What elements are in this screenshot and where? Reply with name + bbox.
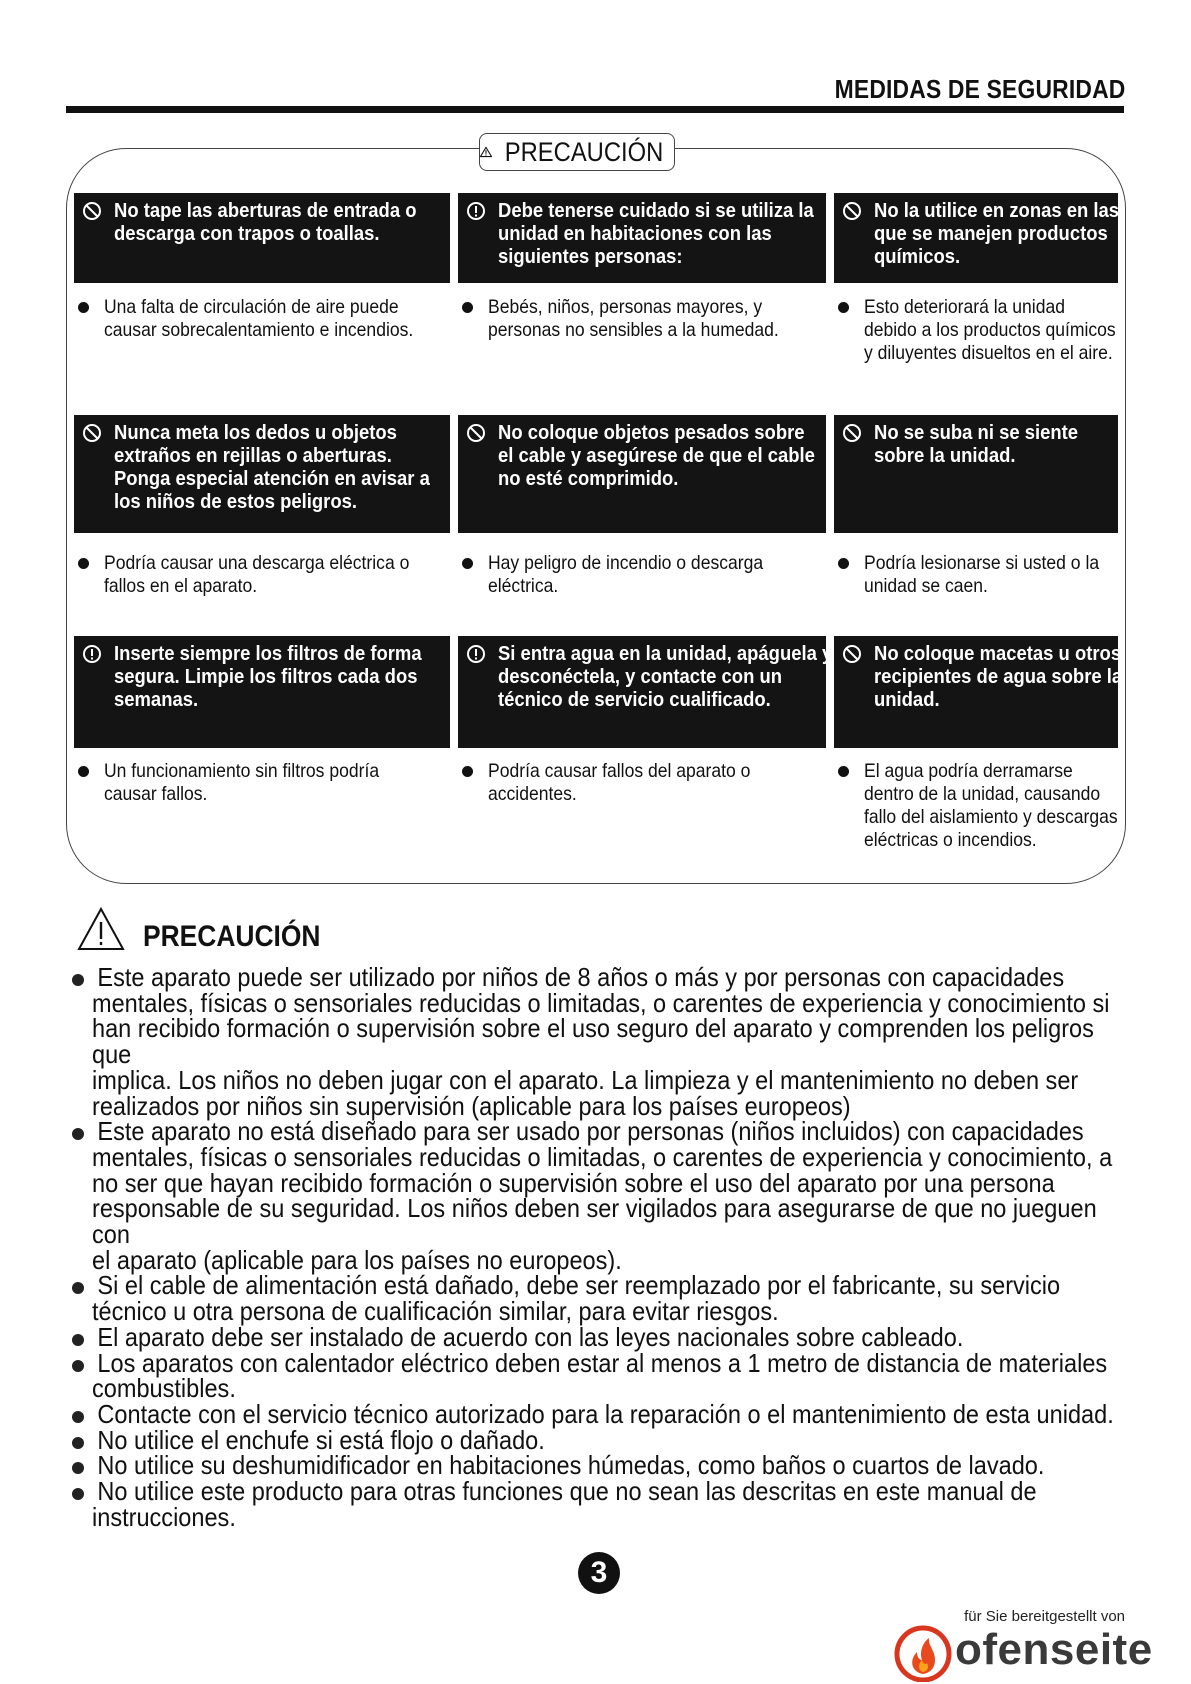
heading-line: Inserte siempre los filtros de forma [114, 642, 422, 665]
heading-line: Ponga especial atención en avisar a [114, 467, 430, 490]
consequence-line: eléctrica. [488, 575, 559, 597]
bullet-line: técnico u otra persona de cualificación similar, para evitar riesgos. [92, 1296, 779, 1327]
bullet-dot [72, 974, 84, 986]
bullet-dot [78, 558, 89, 569]
heading-line: el cable y asegúrese de que el cable [498, 444, 815, 467]
consequence-line: debido a los productos químicos [864, 319, 1116, 341]
bullet-line: no ser que hayan recibido formación o supervisión sobre el uso del aparato por una persona [92, 1167, 1055, 1198]
caution-bullet-2 [68, 1116, 1128, 1275]
exclamation-icon [466, 644, 486, 664]
consequence-line: y diluyentes disueltos en el aire. [864, 342, 1113, 364]
consequence-line: causar fallos. [104, 783, 208, 805]
consequence-line: Hay peligro de incendio o descarga [488, 552, 764, 574]
caution-bullet-text [92, 1476, 1126, 1532]
bullet-dot [72, 1334, 84, 1346]
bullet-line: instrucciones. [92, 1501, 236, 1532]
consequence-text [104, 296, 506, 342]
heading-line: recipientes de agua sobre la [874, 665, 1123, 688]
bullet-dot [462, 558, 473, 569]
prohibition-icon [466, 423, 486, 443]
consequence-line: Podría lesionarse si usted o la [864, 552, 1100, 574]
consequence-text [864, 552, 1166, 598]
warning-heading-4 [74, 415, 450, 533]
heading-line: desconéctela, y contacte con un [498, 665, 783, 688]
exclamation-icon [82, 644, 102, 664]
footer-note: für Sie bereitgestellt von [964, 1608, 1125, 1625]
warning-heading-3 [834, 193, 1118, 283]
heading-line: unidad en habitaciones con las [498, 222, 772, 245]
consequence-line: causar sobrecalentamiento e incendios. [104, 319, 414, 341]
bullet-dot [838, 766, 849, 777]
bullet-line: mentales, físicas o sensoriales reducidas o limitadas, o carentes de experiencia y conocimiento, a [92, 1141, 1113, 1172]
heading-line: Nunca meta los dedos u objetos [114, 421, 397, 444]
flame-logo-icon [893, 1624, 953, 1682]
page-number: 3 [578, 1552, 620, 1594]
warning-heading-text [874, 199, 1155, 268]
prohibition-icon [82, 423, 102, 443]
consequence-text [864, 760, 1166, 852]
warning-heading-text [114, 421, 486, 513]
bullet-line: Este aparato no está diseñado para ser usado por personas (niños incluidos) con capacidades [97, 1116, 1084, 1147]
warning-heading-text [498, 421, 862, 490]
heading-line: segura. Limpie los filtros cada dos [114, 665, 418, 688]
warning-heading-text [498, 199, 862, 268]
caution-bullet-text [92, 1270, 1126, 1327]
bullet-line: implica. Los niños no deben jugar con el aparato. La limpieza y el mantenimiento no deben ser [92, 1064, 1079, 1095]
prohibition-icon [842, 201, 862, 221]
warning-heading-6 [834, 415, 1118, 533]
heading-line: No coloque macetas u otros [874, 642, 1122, 665]
caution-bullet-9 [68, 1476, 1128, 1532]
consequence-text [488, 552, 881, 598]
bullet-dot [72, 1128, 84, 1140]
warning-heading-8 [458, 636, 833, 748]
heading-line: extraños en rejillas o aberturas. [114, 444, 392, 467]
consequence-text [488, 296, 881, 342]
consequence-text [864, 296, 1166, 365]
bullet-line: No utilice este producto para otras funciones que no sean las descritas en este manual de [97, 1476, 1037, 1507]
exclamation-icon [466, 201, 486, 221]
bullet-dot [72, 1360, 84, 1372]
heading-line: técnico de servicio cualificado. [498, 688, 771, 711]
caution-bullet-1 [68, 962, 1128, 1121]
caution-bullet-text [92, 962, 1126, 1121]
caution-bullet-list [68, 962, 1128, 1532]
heading-line: No tape las aberturas de entrada o [114, 199, 417, 222]
bullet-line: realizados por niños sin supervisión (aplicable para los países europeos) [92, 1090, 851, 1121]
warning-heading-9 [834, 636, 1123, 748]
warning-heading-text [498, 642, 862, 711]
consequence-line: fallos en el aparato. [104, 575, 258, 597]
bullet-line: Los aparatos con calentador eléctrico deben estar al menos a 1 metro de distancia de materiales [97, 1347, 1108, 1378]
bullet-line: El aparato debe ser instalado de acuerdo con las leyes nacionales sobre cableado. [97, 1321, 964, 1352]
bullet-dot [838, 558, 849, 569]
bullet-dot [72, 1462, 84, 1474]
heading-line: No coloque objetos pesados sobre [498, 421, 805, 444]
bullet-dot [78, 302, 89, 313]
consequence-line: Bebés, niños, personas mayores, y [488, 296, 763, 318]
bullet-line: han recibido formación o supervisión sobre el uso seguro del aparato y comprenden los peligros que [92, 1013, 1094, 1070]
caution-title: PRECAUCIÓN [143, 920, 321, 953]
header-divider [66, 106, 1124, 113]
consequence-line: eléctricas o incendios. [864, 829, 1037, 851]
bullet-line: mentales, físicas o sensoriales reducidas o limitadas, o carentes de experiencia y conocimiento si [92, 987, 1110, 1018]
warning-heading-2 [458, 193, 826, 283]
bullet-dot [838, 302, 849, 313]
consequence-line: personas no sensibles a la humedad. [488, 319, 779, 341]
heading-line: No se suba ni se siente [874, 421, 1079, 444]
consequence-line: Esto deteriorará la unidad [864, 296, 1065, 318]
bullet-dot [462, 766, 473, 777]
warning-heading-text [874, 642, 1155, 711]
caution-bullet-text [92, 1347, 1126, 1404]
bullet-dot [72, 1282, 84, 1294]
bullet-dot [72, 1437, 84, 1449]
consequence-line: Una falta de circulación de aire puede [104, 296, 399, 318]
bullet-line: responsable de su seguridad. Los niños deben ser vigilados para asegurarse de que no jueguen con [92, 1193, 1097, 1250]
warning-heading-text [114, 642, 486, 711]
consequence-line: Podría causar una descarga eléctrica o [104, 552, 410, 574]
heading-line: los niños de estos peligros. [114, 490, 357, 513]
prohibition-icon [842, 423, 862, 443]
warning-heading-text [874, 421, 1155, 467]
warning-heading-5 [458, 415, 826, 533]
bullet-dot [462, 302, 473, 313]
caution-bullet-3 [68, 1270, 1128, 1327]
prohibition-icon [82, 201, 102, 221]
bullet-line: No utilice el enchufe si está flojo o dañado. [97, 1424, 545, 1455]
heading-line: no esté comprimido. [498, 467, 679, 490]
heading-line: Si entra agua en la unidad, apáguela y [498, 642, 833, 665]
heading-line: descarga con trapos o toallas. [114, 222, 380, 245]
heading-line: que se manejen productos [874, 222, 1108, 245]
consequence-line: dentro de la unidad, causando [864, 783, 1101, 805]
heading-line: Debe tenerse cuidado si se utiliza la [498, 199, 814, 222]
consequence-line: Podría causar fallos del aparato o [488, 760, 751, 782]
bullet-dot [78, 766, 89, 777]
page-header-title: MEDIDAS DE SEGURIDAD [834, 74, 1125, 104]
heading-line: siguientes personas: [498, 245, 683, 268]
caution-warning-icon [76, 906, 126, 952]
consequence-line: unidad se caen. [864, 575, 988, 597]
heading-line: químicos. [874, 245, 961, 268]
bullet-line: Contacte con el servicio técnico autorizado para la reparación o el mantenimiento de esta unidad. [97, 1398, 1114, 1429]
consequence-line: fallo del aislamiento y descargas [864, 806, 1118, 828]
consequence-line: accidentes. [488, 783, 577, 805]
caution-bullet-text [92, 1116, 1126, 1275]
warning-heading-text [114, 199, 486, 245]
heading-line: No la utilice en zonas en las [874, 199, 1120, 222]
bullet-line: combustibles. [92, 1373, 236, 1404]
heading-line: sobre la unidad. [874, 444, 1016, 467]
warning-triangle-icon [480, 140, 492, 164]
panel-title-box [479, 133, 675, 171]
panel-title: PRECAUCIÓN [504, 136, 664, 167]
warning-heading-7 [74, 636, 450, 748]
consequence-line: Un funcionamiento sin filtros podría [104, 760, 380, 782]
prohibition-icon [842, 644, 862, 664]
bullet-line: No utilice su deshumidificador en habitaciones húmedas, como baños o cuartos de lavado. [97, 1450, 1045, 1481]
consequence-text [104, 552, 506, 598]
bullet-line: el aparato (aplicable para los países no europeos). [92, 1244, 622, 1275]
consequence-line: El agua podría derramarse [864, 760, 1073, 782]
caution-bullet-5 [68, 1347, 1128, 1404]
consequence-text [104, 760, 506, 806]
bullet-line: Si el cable de alimentación está dañado, debe ser reemplazado por el fabricante, su servicio [97, 1270, 1061, 1301]
consequence-text [488, 760, 881, 806]
bullet-dot [72, 1411, 84, 1423]
bullet-dot [72, 1488, 84, 1500]
heading-line: semanas. [114, 688, 199, 711]
footer-brand: ofenseite [955, 1625, 1153, 1674]
warning-heading-1 [74, 193, 450, 283]
heading-line: unidad. [874, 688, 940, 711]
bullet-line: Este aparato puede ser utilizado por niños de 8 años o más y por personas con capacidades [97, 962, 1065, 992]
